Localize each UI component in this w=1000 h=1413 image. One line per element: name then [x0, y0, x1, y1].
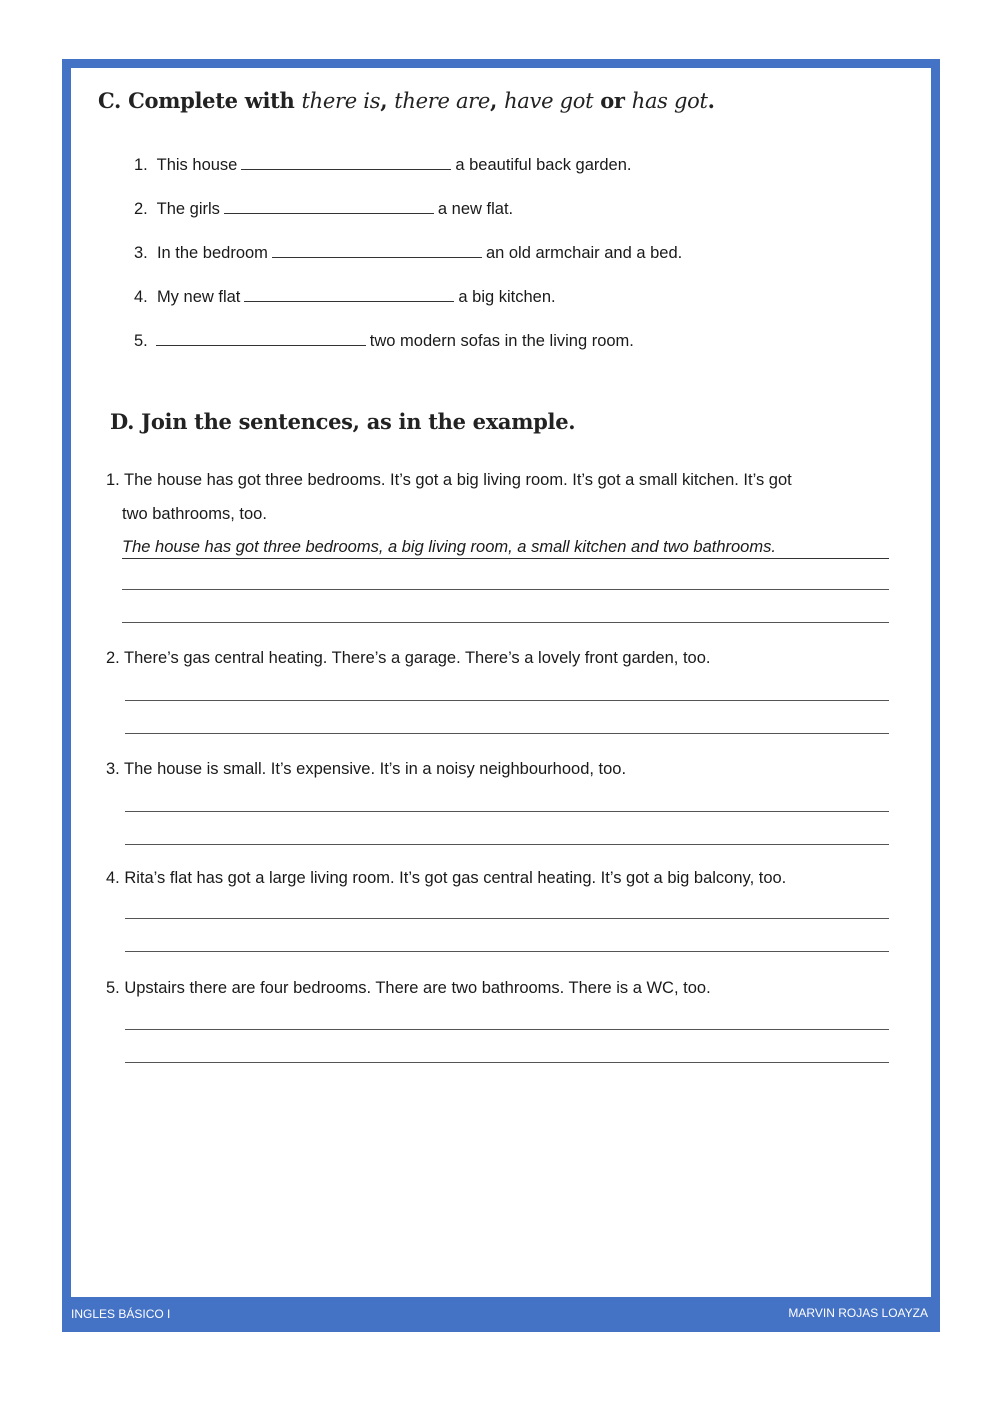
answer-line[interactable] [125, 1029, 889, 1030]
answer-line[interactable] [122, 589, 889, 590]
d-item-3: 3. The house is small. It’s expensive. It’s in a noisy neighbourhood, too. [106, 760, 627, 778]
answer-line[interactable] [125, 733, 889, 734]
answer-line[interactable] [125, 1062, 889, 1063]
c-item-3: 3. In the bedroom an old armchair and a bed. [134, 244, 683, 262]
c-item-2: 2. The girls a new flat. [134, 200, 514, 218]
c-item-1: 1. This house a beautiful back garden. [134, 156, 632, 174]
answer-line[interactable] [122, 622, 889, 623]
footer-author: MARVIN ROJAS LOAYZA [788, 1306, 928, 1320]
answer-line[interactable] [125, 844, 889, 845]
answer-line[interactable] [125, 811, 889, 812]
footer-bar [62, 1297, 940, 1332]
answer-blank[interactable] [244, 287, 454, 302]
c-item-5: 5. two modern sofas in the living room. [134, 332, 634, 350]
d-item-2: 2. There’s gas central heating. There’s a garage. There’s a lovely front garden, too. [106, 649, 711, 667]
footer-course: INGLES BÁSICO I [71, 1307, 171, 1321]
answer-blank[interactable] [156, 331, 366, 346]
answer-line[interactable] [125, 918, 889, 919]
d-item-5: 5. Upstairs there are four bedrooms. There are two bathrooms. There is a WC, too. [106, 979, 711, 997]
c-item-4: 4. My new flat a big kitchen. [134, 288, 556, 306]
section-c-title: C. Complete with there is, there are, have got or has got. [98, 88, 715, 113]
answer-line[interactable] [125, 951, 889, 952]
d-item-4: 4. Rita’s flat has got a large living room. It’s got gas central heating. It’s got a big balcony, too. [106, 869, 787, 887]
answer-blank[interactable] [224, 199, 434, 214]
answer-line[interactable] [125, 700, 889, 701]
answer-blank[interactable] [241, 155, 451, 170]
answer-blank[interactable] [272, 243, 482, 258]
d-item-1: 1. The house has got three bedrooms. It’s got a big living room. It’s got a small kitchen. It’s got two bathrooms, too. [106, 471, 792, 523]
section-d-title: D. Join the sentences, as in the example. [110, 409, 576, 434]
example-answer: The house has got three bedrooms, a big living room, a small kitchen and two bathrooms. [122, 538, 889, 559]
